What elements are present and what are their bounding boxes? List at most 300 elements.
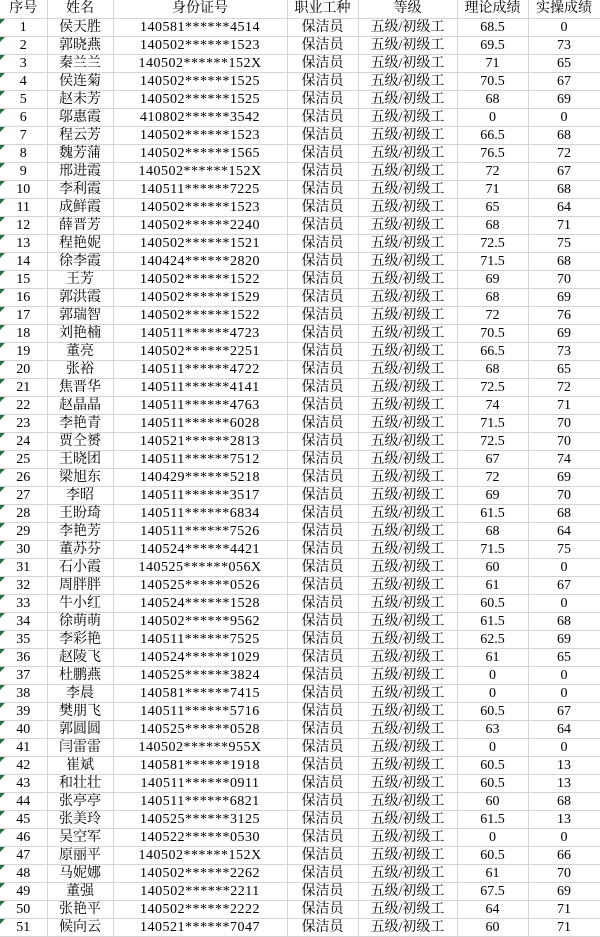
cell-practical_score[interactable]: 64 xyxy=(528,198,600,216)
cell-name[interactable]: 郭瑞智 xyxy=(47,306,113,324)
cell-level[interactable]: 五级/初级工 xyxy=(358,396,457,414)
cell-id_number[interactable]: 140511******7225 xyxy=(113,180,287,198)
cell-level[interactable]: 五级/初级工 xyxy=(358,684,457,702)
cell-theory_score[interactable]: 72 xyxy=(457,468,528,486)
cell-occupation[interactable]: 保洁员 xyxy=(287,252,358,270)
cell-practical_score[interactable]: 70 xyxy=(528,864,600,882)
cell-level[interactable]: 五级/初级工 xyxy=(358,18,457,36)
cell-id_number[interactable]: 140502******1525 xyxy=(113,72,287,90)
cell-name[interactable]: 程艳妮 xyxy=(47,234,113,252)
cell-index[interactable]: 48 xyxy=(0,864,47,882)
cell-index[interactable]: 41 xyxy=(0,738,47,756)
cell-occupation[interactable]: 保洁员 xyxy=(287,378,358,396)
cell-occupation[interactable]: 保洁员 xyxy=(287,648,358,666)
cell-occupation[interactable]: 保洁员 xyxy=(287,162,358,180)
cell-theory_score[interactable]: 60.5 xyxy=(457,756,528,774)
cell-index[interactable]: 22 xyxy=(0,396,47,414)
cell-theory_score[interactable]: 74 xyxy=(457,396,528,414)
cell-level[interactable]: 五级/初级工 xyxy=(358,324,457,342)
cell-theory_score[interactable]: 60.5 xyxy=(457,846,528,864)
col-header-occupation[interactable]: 职业工种 xyxy=(287,0,358,18)
cell-index[interactable]: 17 xyxy=(0,306,47,324)
cell-occupation[interactable]: 保洁员 xyxy=(287,36,358,54)
cell-id_number[interactable]: 140511******0911 xyxy=(113,774,287,792)
cell-id_number[interactable]: 140581******1918 xyxy=(113,756,287,774)
cell-practical_score[interactable]: 76 xyxy=(528,306,600,324)
cell-name[interactable]: 马妮娜 xyxy=(47,864,113,882)
cell-theory_score[interactable]: 0 xyxy=(457,684,528,702)
cell-practical_score[interactable]: 74 xyxy=(528,450,600,468)
cell-practical_score[interactable]: 0 xyxy=(528,558,600,576)
cell-name[interactable]: 牛小红 xyxy=(47,594,113,612)
cell-practical_score[interactable]: 71 xyxy=(528,216,600,234)
col-header-level[interactable]: 等级 xyxy=(358,0,457,18)
cell-index[interactable]: 6 xyxy=(0,108,47,126)
cell-practical_score[interactable]: 72 xyxy=(528,144,600,162)
cell-level[interactable]: 五级/初级工 xyxy=(358,882,457,900)
cell-index[interactable]: 38 xyxy=(0,684,47,702)
cell-practical_score[interactable]: 0 xyxy=(528,108,600,126)
cell-practical_score[interactable]: 0 xyxy=(528,828,600,846)
cell-level[interactable]: 五级/初级工 xyxy=(358,900,457,918)
cell-level[interactable]: 五级/初级工 xyxy=(358,270,457,288)
cell-id_number[interactable]: 140511******4722 xyxy=(113,360,287,378)
cell-occupation[interactable]: 保洁员 xyxy=(287,108,358,126)
cell-id_number[interactable]: 140502******1529 xyxy=(113,288,287,306)
cell-name[interactable]: 李彩艳 xyxy=(47,630,113,648)
cell-occupation[interactable]: 保洁员 xyxy=(287,144,358,162)
cell-name[interactable]: 崔斌 xyxy=(47,756,113,774)
cell-level[interactable]: 五级/初级工 xyxy=(358,576,457,594)
col-header-practical-score[interactable]: 实操成绩 xyxy=(528,0,600,18)
cell-name[interactable]: 王芳 xyxy=(47,270,113,288)
cell-theory_score[interactable]: 0 xyxy=(457,108,528,126)
cell-theory_score[interactable]: 60 xyxy=(457,918,528,936)
cell-practical_score[interactable]: 67 xyxy=(528,162,600,180)
cell-id_number[interactable]: 140511******7512 xyxy=(113,450,287,468)
cell-theory_score[interactable]: 69 xyxy=(457,270,528,288)
cell-id_number[interactable]: 140511******4141 xyxy=(113,378,287,396)
cell-theory_score[interactable]: 67.5 xyxy=(457,882,528,900)
cell-occupation[interactable]: 保洁员 xyxy=(287,612,358,630)
cell-index[interactable]: 14 xyxy=(0,252,47,270)
cell-occupation[interactable]: 保洁员 xyxy=(287,324,358,342)
cell-index[interactable]: 51 xyxy=(0,918,47,936)
cell-occupation[interactable]: 保洁员 xyxy=(287,288,358,306)
cell-id_number[interactable]: 140511******5716 xyxy=(113,702,287,720)
cell-id_number[interactable]: 140525******0528 xyxy=(113,720,287,738)
cell-practical_score[interactable]: 0 xyxy=(528,738,600,756)
cell-level[interactable]: 五级/初级工 xyxy=(358,612,457,630)
cell-level[interactable]: 五级/初级工 xyxy=(358,720,457,738)
cell-theory_score[interactable]: 71 xyxy=(457,54,528,72)
cell-practical_score[interactable]: 70 xyxy=(528,414,600,432)
cell-id_number[interactable]: 140502******9562 xyxy=(113,612,287,630)
cell-practical_score[interactable]: 69 xyxy=(528,630,600,648)
cell-practical_score[interactable]: 67 xyxy=(528,702,600,720)
cell-occupation[interactable]: 保洁员 xyxy=(287,900,358,918)
cell-practical_score[interactable]: 69 xyxy=(528,324,600,342)
cell-practical_score[interactable]: 13 xyxy=(528,774,600,792)
cell-practical_score[interactable]: 69 xyxy=(528,288,600,306)
cell-index[interactable]: 24 xyxy=(0,432,47,450)
cell-id_number[interactable]: 140502******152X xyxy=(113,846,287,864)
cell-theory_score[interactable]: 72 xyxy=(457,306,528,324)
cell-index[interactable]: 3 xyxy=(0,54,47,72)
cell-name[interactable]: 焦晋华 xyxy=(47,378,113,396)
cell-theory_score[interactable]: 71 xyxy=(457,180,528,198)
cell-name[interactable]: 刘艳楠 xyxy=(47,324,113,342)
cell-theory_score[interactable]: 69.5 xyxy=(457,36,528,54)
cell-theory_score[interactable]: 64 xyxy=(457,900,528,918)
cell-name[interactable]: 赵陵飞 xyxy=(47,648,113,666)
cell-index[interactable]: 29 xyxy=(0,522,47,540)
cell-occupation[interactable]: 保洁员 xyxy=(287,126,358,144)
cell-name[interactable]: 张艳平 xyxy=(47,900,113,918)
cell-occupation[interactable]: 保洁员 xyxy=(287,702,358,720)
cell-name[interactable]: 赵未芳 xyxy=(47,90,113,108)
cell-id_number[interactable]: 140502******2251 xyxy=(113,342,287,360)
cell-id_number[interactable]: 140511******6028 xyxy=(113,414,287,432)
cell-practical_score[interactable]: 70 xyxy=(528,486,600,504)
cell-occupation[interactable]: 保洁员 xyxy=(287,234,358,252)
cell-index[interactable]: 39 xyxy=(0,702,47,720)
col-header-name[interactable]: 姓名 xyxy=(47,0,113,18)
cell-theory_score[interactable]: 63 xyxy=(457,720,528,738)
cell-level[interactable]: 五级/初级工 xyxy=(358,468,457,486)
cell-theory_score[interactable]: 60.5 xyxy=(457,702,528,720)
cell-theory_score[interactable]: 68 xyxy=(457,360,528,378)
cell-theory_score[interactable]: 68 xyxy=(457,216,528,234)
cell-index[interactable]: 44 xyxy=(0,792,47,810)
cell-name[interactable]: 张美玲 xyxy=(47,810,113,828)
cell-theory_score[interactable]: 66.5 xyxy=(457,342,528,360)
cell-level[interactable]: 五级/初级工 xyxy=(358,666,457,684)
cell-occupation[interactable]: 保洁员 xyxy=(287,738,358,756)
cell-index[interactable]: 46 xyxy=(0,828,47,846)
cell-name[interactable]: 董苏芬 xyxy=(47,540,113,558)
cell-occupation[interactable]: 保洁员 xyxy=(287,882,358,900)
cell-name[interactable]: 程云芳 xyxy=(47,126,113,144)
cell-practical_score[interactable]: 68 xyxy=(528,180,600,198)
cell-practical_score[interactable]: 68 xyxy=(528,252,600,270)
cell-name[interactable]: 魏芳蒲 xyxy=(47,144,113,162)
cell-index[interactable]: 40 xyxy=(0,720,47,738)
cell-id_number[interactable]: 140525******0526 xyxy=(113,576,287,594)
cell-theory_score[interactable]: 71.5 xyxy=(457,540,528,558)
cell-occupation[interactable]: 保洁员 xyxy=(287,846,358,864)
cell-occupation[interactable]: 保洁员 xyxy=(287,828,358,846)
cell-level[interactable]: 五级/初级工 xyxy=(358,252,457,270)
cell-practical_score[interactable]: 68 xyxy=(528,126,600,144)
cell-name[interactable]: 李艳芳 xyxy=(47,522,113,540)
cell-occupation[interactable]: 保洁员 xyxy=(287,396,358,414)
cell-occupation[interactable]: 保洁员 xyxy=(287,504,358,522)
cell-theory_score[interactable]: 68 xyxy=(457,522,528,540)
cell-occupation[interactable]: 保洁员 xyxy=(287,720,358,738)
cell-id_number[interactable]: 140511******4763 xyxy=(113,396,287,414)
cell-occupation[interactable]: 保洁员 xyxy=(287,576,358,594)
cell-index[interactable]: 49 xyxy=(0,882,47,900)
cell-occupation[interactable]: 保洁员 xyxy=(287,468,358,486)
cell-practical_score[interactable]: 66 xyxy=(528,846,600,864)
cell-name[interactable]: 闫雷雷 xyxy=(47,738,113,756)
cell-theory_score[interactable]: 69 xyxy=(457,486,528,504)
cell-id_number[interactable]: 140502******1522 xyxy=(113,306,287,324)
cell-name[interactable]: 郭洪霞 xyxy=(47,288,113,306)
cell-occupation[interactable]: 保洁员 xyxy=(287,792,358,810)
cell-practical_score[interactable]: 0 xyxy=(528,594,600,612)
cell-occupation[interactable]: 保洁员 xyxy=(287,342,358,360)
cell-occupation[interactable]: 保洁员 xyxy=(287,450,358,468)
cell-theory_score[interactable]: 68 xyxy=(457,288,528,306)
cell-practical_score[interactable]: 68 xyxy=(528,612,600,630)
cell-occupation[interactable]: 保洁员 xyxy=(287,54,358,72)
cell-name[interactable]: 李艳青 xyxy=(47,414,113,432)
cell-occupation[interactable]: 保洁员 xyxy=(287,270,358,288)
cell-level[interactable]: 五级/初级工 xyxy=(358,792,457,810)
cell-id_number[interactable]: 140525******056X xyxy=(113,558,287,576)
cell-id_number[interactable]: 140524******4421 xyxy=(113,540,287,558)
cell-level[interactable]: 五级/初级工 xyxy=(358,360,457,378)
cell-level[interactable]: 五级/初级工 xyxy=(358,810,457,828)
cell-practical_score[interactable]: 0 xyxy=(528,684,600,702)
cell-practical_score[interactable]: 69 xyxy=(528,882,600,900)
cell-practical_score[interactable]: 71 xyxy=(528,900,600,918)
cell-name[interactable]: 成鲜霞 xyxy=(47,198,113,216)
cell-practical_score[interactable]: 65 xyxy=(528,648,600,666)
cell-level[interactable]: 五级/初级工 xyxy=(358,198,457,216)
cell-name[interactable]: 董强 xyxy=(47,882,113,900)
cell-occupation[interactable]: 保洁员 xyxy=(287,666,358,684)
cell-occupation[interactable]: 保洁员 xyxy=(287,432,358,450)
cell-level[interactable]: 五级/初级工 xyxy=(358,450,457,468)
cell-theory_score[interactable]: 60 xyxy=(457,792,528,810)
cell-id_number[interactable]: 140511******6821 xyxy=(113,792,287,810)
cell-index[interactable]: 7 xyxy=(0,126,47,144)
cell-theory_score[interactable]: 70.5 xyxy=(457,72,528,90)
cell-level[interactable]: 五级/初级工 xyxy=(358,36,457,54)
cell-occupation[interactable]: 保洁员 xyxy=(287,630,358,648)
cell-theory_score[interactable]: 70.5 xyxy=(457,324,528,342)
cell-index[interactable]: 18 xyxy=(0,324,47,342)
cell-occupation[interactable]: 保洁员 xyxy=(287,756,358,774)
cell-level[interactable]: 五级/初级工 xyxy=(358,216,457,234)
cell-id_number[interactable]: 140581******7415 xyxy=(113,684,287,702)
cell-level[interactable]: 五级/初级工 xyxy=(358,918,457,936)
cell-practical_score[interactable]: 75 xyxy=(528,540,600,558)
cell-name[interactable]: 吴空军 xyxy=(47,828,113,846)
cell-theory_score[interactable]: 65 xyxy=(457,198,528,216)
col-header-theory-score[interactable]: 理论成绩 xyxy=(457,0,528,18)
cell-id_number[interactable]: 140502******955X xyxy=(113,738,287,756)
cell-index[interactable]: 26 xyxy=(0,468,47,486)
cell-practical_score[interactable]: 73 xyxy=(528,342,600,360)
cell-theory_score[interactable]: 61.5 xyxy=(457,810,528,828)
cell-index[interactable]: 19 xyxy=(0,342,47,360)
col-header-index[interactable]: 序号 xyxy=(0,0,47,18)
cell-name[interactable]: 李利霞 xyxy=(47,180,113,198)
cell-name[interactable]: 邬惠霞 xyxy=(47,108,113,126)
cell-name[interactable]: 梁旭东 xyxy=(47,468,113,486)
cell-level[interactable]: 五级/初级工 xyxy=(358,630,457,648)
cell-level[interactable]: 五级/初级工 xyxy=(358,756,457,774)
cell-id_number[interactable]: 140511******4723 xyxy=(113,324,287,342)
cell-id_number[interactable]: 140502******2240 xyxy=(113,216,287,234)
cell-index[interactable]: 15 xyxy=(0,270,47,288)
cell-id_number[interactable]: 140502******2262 xyxy=(113,864,287,882)
cell-level[interactable]: 五级/初级工 xyxy=(358,504,457,522)
cell-practical_score[interactable]: 73 xyxy=(528,36,600,54)
cell-index[interactable]: 2 xyxy=(0,36,47,54)
cell-occupation[interactable]: 保洁员 xyxy=(287,306,358,324)
cell-index[interactable]: 30 xyxy=(0,540,47,558)
cell-practical_score[interactable]: 71 xyxy=(528,918,600,936)
cell-level[interactable]: 五级/初级工 xyxy=(358,414,457,432)
cell-theory_score[interactable]: 67 xyxy=(457,450,528,468)
cell-occupation[interactable]: 保洁员 xyxy=(287,864,358,882)
cell-level[interactable]: 五级/初级工 xyxy=(358,144,457,162)
cell-level[interactable]: 五级/初级工 xyxy=(358,540,457,558)
cell-theory_score[interactable]: 72.5 xyxy=(457,234,528,252)
cell-name[interactable]: 石小霞 xyxy=(47,558,113,576)
cell-occupation[interactable]: 保洁员 xyxy=(287,216,358,234)
cell-occupation[interactable]: 保洁员 xyxy=(287,360,358,378)
cell-practical_score[interactable]: 67 xyxy=(528,576,600,594)
cell-occupation[interactable]: 保洁员 xyxy=(287,684,358,702)
cell-name[interactable]: 李晨 xyxy=(47,684,113,702)
cell-level[interactable]: 五级/初级工 xyxy=(358,180,457,198)
cell-level[interactable]: 五级/初级工 xyxy=(358,828,457,846)
cell-occupation[interactable]: 保洁员 xyxy=(287,72,358,90)
cell-index[interactable]: 31 xyxy=(0,558,47,576)
cell-id_number[interactable]: 140521******2813 xyxy=(113,432,287,450)
cell-name[interactable]: 赵晶晶 xyxy=(47,396,113,414)
cell-occupation[interactable]: 保洁员 xyxy=(287,414,358,432)
cell-name[interactable]: 郭圆圆 xyxy=(47,720,113,738)
cell-id_number[interactable]: 140502******2222 xyxy=(113,900,287,918)
cell-theory_score[interactable]: 62.5 xyxy=(457,630,528,648)
cell-theory_score[interactable]: 60.5 xyxy=(457,594,528,612)
cell-theory_score[interactable]: 72.5 xyxy=(457,432,528,450)
cell-id_number[interactable]: 140502******1523 xyxy=(113,198,287,216)
cell-index[interactable]: 16 xyxy=(0,288,47,306)
cell-practical_score[interactable]: 69 xyxy=(528,90,600,108)
cell-theory_score[interactable]: 60.5 xyxy=(457,774,528,792)
cell-id_number[interactable]: 410802******3542 xyxy=(113,108,287,126)
cell-level[interactable]: 五级/初级工 xyxy=(358,234,457,252)
cell-occupation[interactable]: 保洁员 xyxy=(287,918,358,936)
cell-id_number[interactable]: 140502******1522 xyxy=(113,270,287,288)
cell-practical_score[interactable]: 69 xyxy=(528,468,600,486)
cell-id_number[interactable]: 140502******1521 xyxy=(113,234,287,252)
cell-index[interactable]: 1 xyxy=(0,18,47,36)
cell-id_number[interactable]: 140524******1029 xyxy=(113,648,287,666)
cell-practical_score[interactable]: 65 xyxy=(528,54,600,72)
cell-theory_score[interactable]: 71.5 xyxy=(457,414,528,432)
cell-id_number[interactable]: 140502******1523 xyxy=(113,36,287,54)
cell-occupation[interactable]: 保洁员 xyxy=(287,180,358,198)
cell-practical_score[interactable]: 75 xyxy=(528,234,600,252)
cell-index[interactable]: 12 xyxy=(0,216,47,234)
cell-name[interactable]: 郭晓燕 xyxy=(47,36,113,54)
cell-theory_score[interactable]: 60 xyxy=(457,558,528,576)
cell-id_number[interactable]: 140581******4514 xyxy=(113,18,287,36)
cell-level[interactable]: 五级/初级工 xyxy=(358,306,457,324)
cell-occupation[interactable]: 保洁员 xyxy=(287,90,358,108)
cell-id_number[interactable]: 140522******0530 xyxy=(113,828,287,846)
cell-level[interactable]: 五级/初级工 xyxy=(358,72,457,90)
cell-index[interactable]: 42 xyxy=(0,756,47,774)
cell-index[interactable]: 25 xyxy=(0,450,47,468)
cell-theory_score[interactable]: 61 xyxy=(457,864,528,882)
cell-level[interactable]: 五级/初级工 xyxy=(358,738,457,756)
cell-occupation[interactable]: 保洁员 xyxy=(287,198,358,216)
cell-practical_score[interactable]: 67 xyxy=(528,72,600,90)
cell-name[interactable]: 薛晋芳 xyxy=(47,216,113,234)
cell-level[interactable]: 五级/初级工 xyxy=(358,54,457,72)
cell-index[interactable]: 5 xyxy=(0,90,47,108)
cell-level[interactable]: 五级/初级工 xyxy=(358,846,457,864)
cell-occupation[interactable]: 保洁员 xyxy=(287,540,358,558)
cell-index[interactable]: 20 xyxy=(0,360,47,378)
cell-name[interactable]: 侯连菊 xyxy=(47,72,113,90)
cell-name[interactable]: 候向云 xyxy=(47,918,113,936)
cell-level[interactable]: 五级/初级工 xyxy=(358,558,457,576)
cell-theory_score[interactable]: 72.5 xyxy=(457,378,528,396)
cell-level[interactable]: 五级/初级工 xyxy=(358,648,457,666)
cell-practical_score[interactable]: 65 xyxy=(528,360,600,378)
cell-index[interactable]: 4 xyxy=(0,72,47,90)
cell-occupation[interactable]: 保洁员 xyxy=(287,810,358,828)
cell-index[interactable]: 36 xyxy=(0,648,47,666)
cell-theory_score[interactable]: 0 xyxy=(457,666,528,684)
cell-index[interactable]: 28 xyxy=(0,504,47,522)
cell-level[interactable]: 五级/初级工 xyxy=(358,864,457,882)
cell-id_number[interactable]: 140502******2211 xyxy=(113,882,287,900)
cell-level[interactable]: 五级/初级工 xyxy=(358,378,457,396)
cell-index[interactable]: 8 xyxy=(0,144,47,162)
cell-theory_score[interactable]: 72 xyxy=(457,162,528,180)
cell-level[interactable]: 五级/初级工 xyxy=(358,702,457,720)
cell-practical_score[interactable]: 70 xyxy=(528,432,600,450)
cell-name[interactable]: 秦兰兰 xyxy=(47,54,113,72)
cell-index[interactable]: 21 xyxy=(0,378,47,396)
cell-theory_score[interactable]: 0 xyxy=(457,738,528,756)
cell-theory_score[interactable]: 61.5 xyxy=(457,612,528,630)
cell-name[interactable]: 侯天胜 xyxy=(47,18,113,36)
cell-occupation[interactable]: 保洁员 xyxy=(287,774,358,792)
cell-name[interactable]: 杜鹏燕 xyxy=(47,666,113,684)
cell-name[interactable]: 樊朋飞 xyxy=(47,702,113,720)
cell-practical_score[interactable]: 72 xyxy=(528,378,600,396)
cell-theory_score[interactable]: 61 xyxy=(457,648,528,666)
cell-level[interactable]: 五级/初级工 xyxy=(358,432,457,450)
cell-name[interactable]: 张裕 xyxy=(47,360,113,378)
cell-index[interactable]: 13 xyxy=(0,234,47,252)
cell-theory_score[interactable]: 61.5 xyxy=(457,504,528,522)
cell-index[interactable]: 11 xyxy=(0,198,47,216)
cell-id_number[interactable]: 140429******5218 xyxy=(113,468,287,486)
cell-id_number[interactable]: 140521******7047 xyxy=(113,918,287,936)
cell-level[interactable]: 五级/初级工 xyxy=(358,162,457,180)
cell-name[interactable]: 徐李霞 xyxy=(47,252,113,270)
cell-level[interactable]: 五级/初级工 xyxy=(358,342,457,360)
cell-index[interactable]: 50 xyxy=(0,900,47,918)
cell-index[interactable]: 33 xyxy=(0,594,47,612)
cell-theory_score[interactable]: 0 xyxy=(457,828,528,846)
cell-name[interactable]: 周胖胖 xyxy=(47,576,113,594)
